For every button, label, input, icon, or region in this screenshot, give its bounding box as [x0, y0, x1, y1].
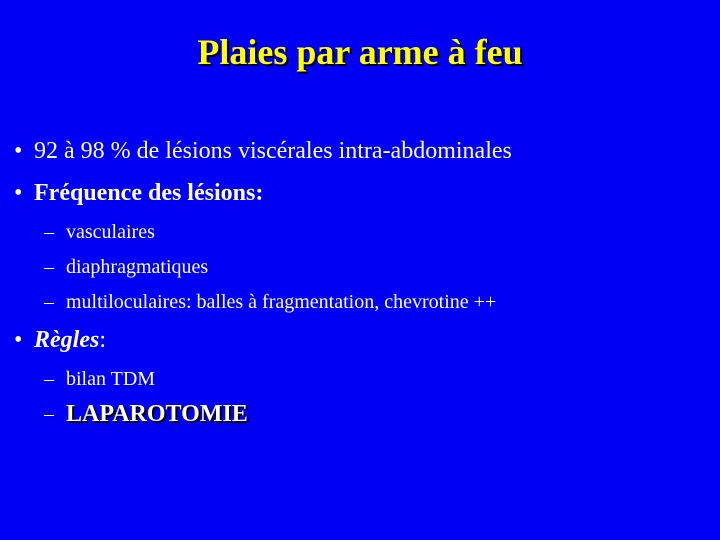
bullet-frequence-lesions — [14, 178, 714, 208]
sub-bullet-text: vasculaires — [66, 221, 155, 243]
bullet-text: Fréquence des lésions: — [34, 180, 264, 206]
bullet-lesions-viscerales — [14, 136, 714, 166]
bullet-marker: • — [14, 138, 23, 164]
sub-bullet-laparotomie — [14, 402, 714, 427]
bullet-suffix: : — [99, 327, 106, 353]
sub-bullet-text: bilan TDM — [66, 368, 156, 390]
slide-title: Plaies par arme à feu — [197, 32, 523, 72]
bullet-marker: • — [14, 180, 23, 206]
slide-body — [14, 136, 714, 438]
bullet-text: 92 à 98 % de lésions viscérales intra-abdominales — [34, 138, 512, 164]
sub-bullet-text: diaphragmatiques — [66, 256, 209, 278]
sub-bullet-diaphragmatiques — [14, 255, 714, 279]
bullet-text: Règles — [34, 327, 100, 353]
bullet-regles — [14, 325, 714, 355]
sub-bullet-text: multiloculaires: balles à fragmentation, chevrotine ++ — [66, 291, 497, 313]
sub-bullet-marker: – — [44, 368, 54, 390]
sub-bullet-marker: – — [44, 221, 54, 243]
sub-bullet-marker: – — [44, 403, 54, 425]
bullet-marker: • — [14, 327, 23, 353]
sub-bullet-marker: – — [44, 291, 54, 313]
sub-bullet-text: LAPAROTOMIE — [66, 401, 248, 427]
sub-bullet-multiloculaires — [14, 290, 714, 314]
sub-bullet-marker: – — [44, 256, 54, 278]
sub-bullet-vasculaires — [14, 220, 714, 244]
sub-bullet-bilan-tdm — [14, 367, 714, 391]
